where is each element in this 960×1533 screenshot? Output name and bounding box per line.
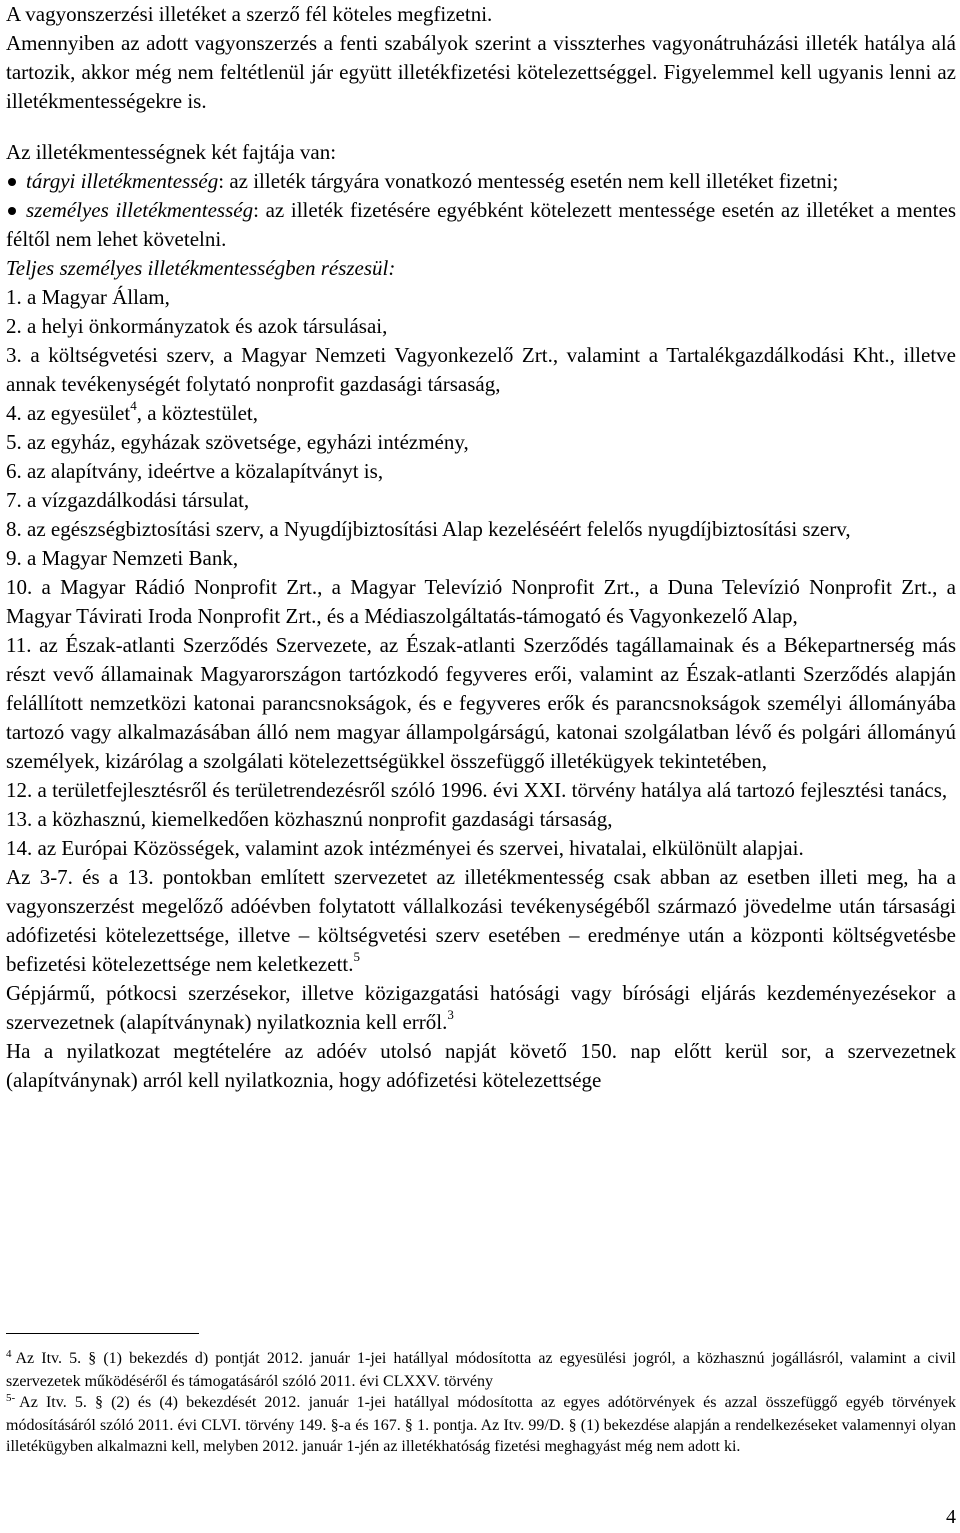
page-number: 4 (946, 1506, 956, 1528)
document-body (6, 0, 956, 1095)
paragraph-payer: A vagyonszerzési illetéket a szerző fél köteles megfizetni. (6, 2, 493, 26)
footnote-4 (6, 1348, 956, 1392)
footnote-ref: 3 (447, 1007, 454, 1022)
footnote-separator (6, 1333, 199, 1334)
bullet-term: tárgyi illetékmentesség (26, 169, 219, 193)
bullet-icon (8, 178, 16, 186)
footnote-ref: 4 (130, 398, 137, 413)
footnote-number: 4 (6, 1348, 12, 1360)
paragraph-exemption-types: Az illetékmentességnek két fajtája van: (6, 140, 337, 164)
bullet-text: : az illeték fizetésére egyébként kötelezett mentessége esetén az illetéket a mentes féltől nem lehet követelni. (6, 198, 956, 251)
list-item: 14. az Európai Közösségek, valamint azok intézményei és szervei, hivatalai, elkülönült alapjai. (6, 836, 804, 860)
footnote-number: 5- (6, 1392, 16, 1404)
list-item: 6. az alapítvány, ideértve a közalapítványt is, (6, 459, 384, 483)
list-item-text: , a köztestület, (136, 401, 258, 425)
bullet-item-personal (6, 196, 956, 254)
paragraph-text: Gépjármű, pótkocsi szerzésekor, illetve közigazgatási hatósági vagy bírósági eljárás kezdeményezésekor a szervezetnek (alapítványnak) nyilatkoznia kell erről. (6, 981, 956, 1034)
footnote-5 (6, 1392, 956, 1457)
bullet-text: : az illeték tárgyára vonatkozó mentesség esetén nem kell illetéket fizetni; (218, 169, 839, 193)
list-item: 2. a helyi önkormányzatok és azok társulásai, (6, 314, 388, 338)
paragraph-text: Az 3-7. és a 13. pontokban említett szervezetet az illetékmentesség csak abban az esetben illeti meg, ha a vagyonszerzést megelőző adóévben folytatott vállalkozási tevékenységéből származó jövedelme után társasági adófizetési kötelezettsége, illetve – költségvetési szerv esetében – eredménye után a központi költségvetésbe befizetési kötelezettsége nem keletkezett. (6, 865, 956, 976)
list-item: 1. a Magyar Állam, (6, 285, 170, 309)
paragraph-conditions (6, 863, 956, 979)
list-item: 11. az Észak-atlanti Szerződés Szervezete, az Észak-atlanti Szerződés tagállamainak és a Békepartnerség más részt vevő államainak Magyarországon tartózkodó fegyveres erői, valamint az Észak-atlanti Szerződés alapján felállított nemzetközi katonai parancsnokságok, és e fegyveres erők és parancsnokságok személyi állományába tartozó vagy alkalmazásában álló nem magyar állampolgárságú, katonai szolgálatban lévő és polgári állományú személyek, kizárólag a szolgálati kötelezettségükkel összefüggő illetékügyek tekintetében, (6, 633, 956, 773)
list-item: 13. a közhasznú, kiemelkedően közhasznú nonprofit gazdasági társaság, (6, 807, 613, 831)
list-item: 10. a Magyar Rádió Nonprofit Zrt., a Magyar Televízió Nonprofit Zrt., a Duna Televízió Nonprofit Zrt., a Magyar Távirati Iroda Nonprofit Zrt., és a Médiaszolgáltatás-támogató és Vagyonkezelő Alap, (6, 575, 956, 628)
footnote-text: Az Itv. 5. § (1) bekezdés d) pontját 2012. január 1-jei hatállyal módosította az egyesülési jogról, a közhasznú jogállásról, valamint a civil szervezetek működéséről és támogatásáról szóló 2011. évi CLXXV. törvény (6, 1350, 956, 1390)
list-item: 5. az egyház, egyházak szövetsége, egyházi intézmény, (6, 430, 469, 454)
list-heading: Teljes személyes illetékmentességben részesül: (6, 256, 396, 280)
footnote-text: Az Itv. 5. § (2) és (4) bekezdését 2012. január 1-jei hatállyal módosította az egyes adótörvények és azzal összefüggő egyéb törvények módosításáról szóló 2011. évi CLVI. törvény 149. §-a és 167. § 1. pontja. Az Itv. 99/D. § (1) bekezdése alapján a rendelkezéseket valamennyi olyan illetékügyben alkalmazni kell, melyben 2012. január 1-jén az illetékhatóság fizetési meghagyást még nem adott ki. (6, 1394, 956, 1455)
bullet-term: személyes illetékmentesség (26, 198, 254, 222)
list-item: 8. az egészségbiztosítási szerv, a Nyugdíjbiztosítási Alap kezeléséért felelős nyugdíjbiztosítási szerv, (6, 517, 851, 541)
bullet-item-material (6, 167, 956, 196)
list-item: 3. a költségvetési szerv, a Magyar Nemzeti Vagyonkezelő Zrt., valamint a Tartalékgazdálkodási Kht., illetve annak tevékenységét folytató nonprofit gazdasági társaság, (6, 343, 956, 396)
paragraph-deadline: Ha a nyilatkozat megtételére az adóév utolsó napját követő 150. nap előtt kerül sor, a szervezetnek (alapítványnak) arról kell nyilatkoznia, hogy adófizetési kötelezettsége (6, 1039, 956, 1092)
list-item: 12. a területfejlesztésről és területrendezésről szóló 1996. évi XXI. törvény hatálya alá tartozó fejlesztési tanács, (6, 778, 948, 802)
paragraph-exemption-intro: Amennyiben az adott vagyonszerzés a fenti szabályok szerint a visszterhes vagyonátruházási illeték hatálya alá tartozik, akkor még nem feltétlenül jár együtt illetékfizetési kötelezettséggel. Figyelemmel kell ugyanis lenni az illetékmentességekre is. (6, 31, 956, 113)
list-item-text: 4. az egyesület (6, 401, 131, 425)
paragraph-gap (6, 116, 956, 138)
list-item: 9. a Magyar Nemzeti Bank, (6, 546, 239, 570)
paragraph-declaration (6, 979, 956, 1037)
list-item: 7. a vízgazdálkodási társulat, (6, 488, 250, 512)
footnotes (6, 1348, 956, 1457)
list-item (6, 399, 956, 428)
footnote-ref: 5 (353, 949, 360, 964)
bullet-icon (8, 207, 16, 215)
